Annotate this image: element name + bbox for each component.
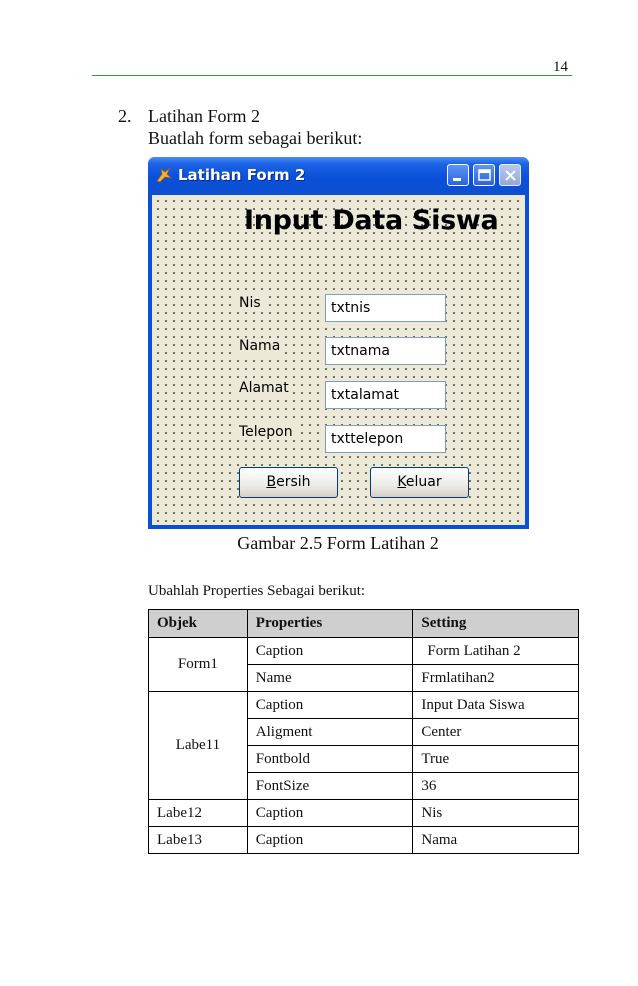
telepon-textbox[interactable]: txttelepon: [325, 425, 446, 453]
table-header-row: [149, 610, 579, 638]
section-instruction: Buatlah form sebagai berikut:: [148, 128, 363, 148]
table-row: [149, 800, 579, 827]
setting-cell: 36: [413, 773, 579, 800]
section-heading: [118, 105, 260, 127]
properties-table: [148, 609, 579, 854]
figure-caption: Gambar 2.5 Form Latihan 2: [237, 533, 439, 553]
property-cell: Aligment: [247, 719, 413, 746]
setting-cell: Frmlatihan2: [413, 665, 579, 692]
setting-cell: Nis: [413, 800, 579, 827]
bersih-accesskey: B: [266, 474, 277, 490]
vb-form-icon: [155, 166, 173, 184]
table-row: [149, 827, 579, 854]
property-cell: Caption: [247, 800, 413, 827]
property-cell: FontSize: [247, 773, 413, 800]
table-row: [149, 638, 579, 665]
section-title: Latihan Form 2: [148, 106, 260, 126]
setting-cell: Form Latihan 2: [413, 638, 579, 665]
form-window: [148, 157, 529, 529]
object-cell: Form1: [149, 638, 248, 692]
window-titlebar[interactable]: [148, 157, 529, 195]
nis-textbox[interactable]: txtnis: [325, 294, 446, 322]
property-cell: Name: [247, 665, 413, 692]
form-heading-label: Input Data Siswa: [244, 205, 499, 236]
alamat-label: Alamat: [239, 380, 289, 396]
header-rule: [92, 75, 572, 76]
properties-intro: Ubahlah Properties Sebagai berikut:: [148, 583, 366, 599]
keluar-button[interactable]: [370, 467, 469, 498]
object-cell: Labe12: [149, 800, 248, 827]
property-cell: Caption: [247, 827, 413, 854]
property-cell: Fontbold: [247, 746, 413, 773]
window-title: Latihan Form 2: [178, 166, 306, 184]
bersih-button[interactable]: [239, 467, 338, 498]
bersih-label: ersih: [276, 474, 311, 490]
header-objek: Objek: [149, 610, 248, 638]
nama-textbox[interactable]: txtnama: [325, 337, 446, 365]
maximize-button[interactable]: [473, 164, 495, 186]
property-cell: Caption: [247, 638, 413, 665]
setting-cell: Center: [413, 719, 579, 746]
property-cell: Caption: [247, 692, 413, 719]
keluar-label: eluar: [405, 474, 442, 490]
minimize-button[interactable]: [447, 164, 469, 186]
header-setting: Setting: [413, 610, 579, 638]
telepon-label: Telepon: [239, 424, 293, 440]
table-row: [149, 692, 579, 719]
close-icon: [500, 165, 522, 187]
alamat-textbox[interactable]: txtalamat: [325, 381, 446, 409]
header-properties: Properties: [247, 610, 413, 638]
section-number: 2.: [118, 106, 132, 126]
object-cell: Labe13: [149, 827, 248, 854]
maximize-icon: [474, 165, 496, 187]
setting-cell: True: [413, 746, 579, 773]
object-cell: Labe11: [149, 692, 248, 800]
nis-label: Nis: [239, 295, 261, 311]
form-client-area: [152, 195, 525, 525]
page-number: 14: [553, 59, 568, 75]
setting-cell: Input Data Siswa: [413, 692, 579, 719]
nama-label: Nama: [239, 338, 281, 354]
setting-cell: Nama: [413, 827, 579, 854]
minimize-icon: [448, 165, 470, 187]
keluar-accesskey: K: [397, 474, 406, 490]
close-button[interactable]: [499, 164, 521, 186]
